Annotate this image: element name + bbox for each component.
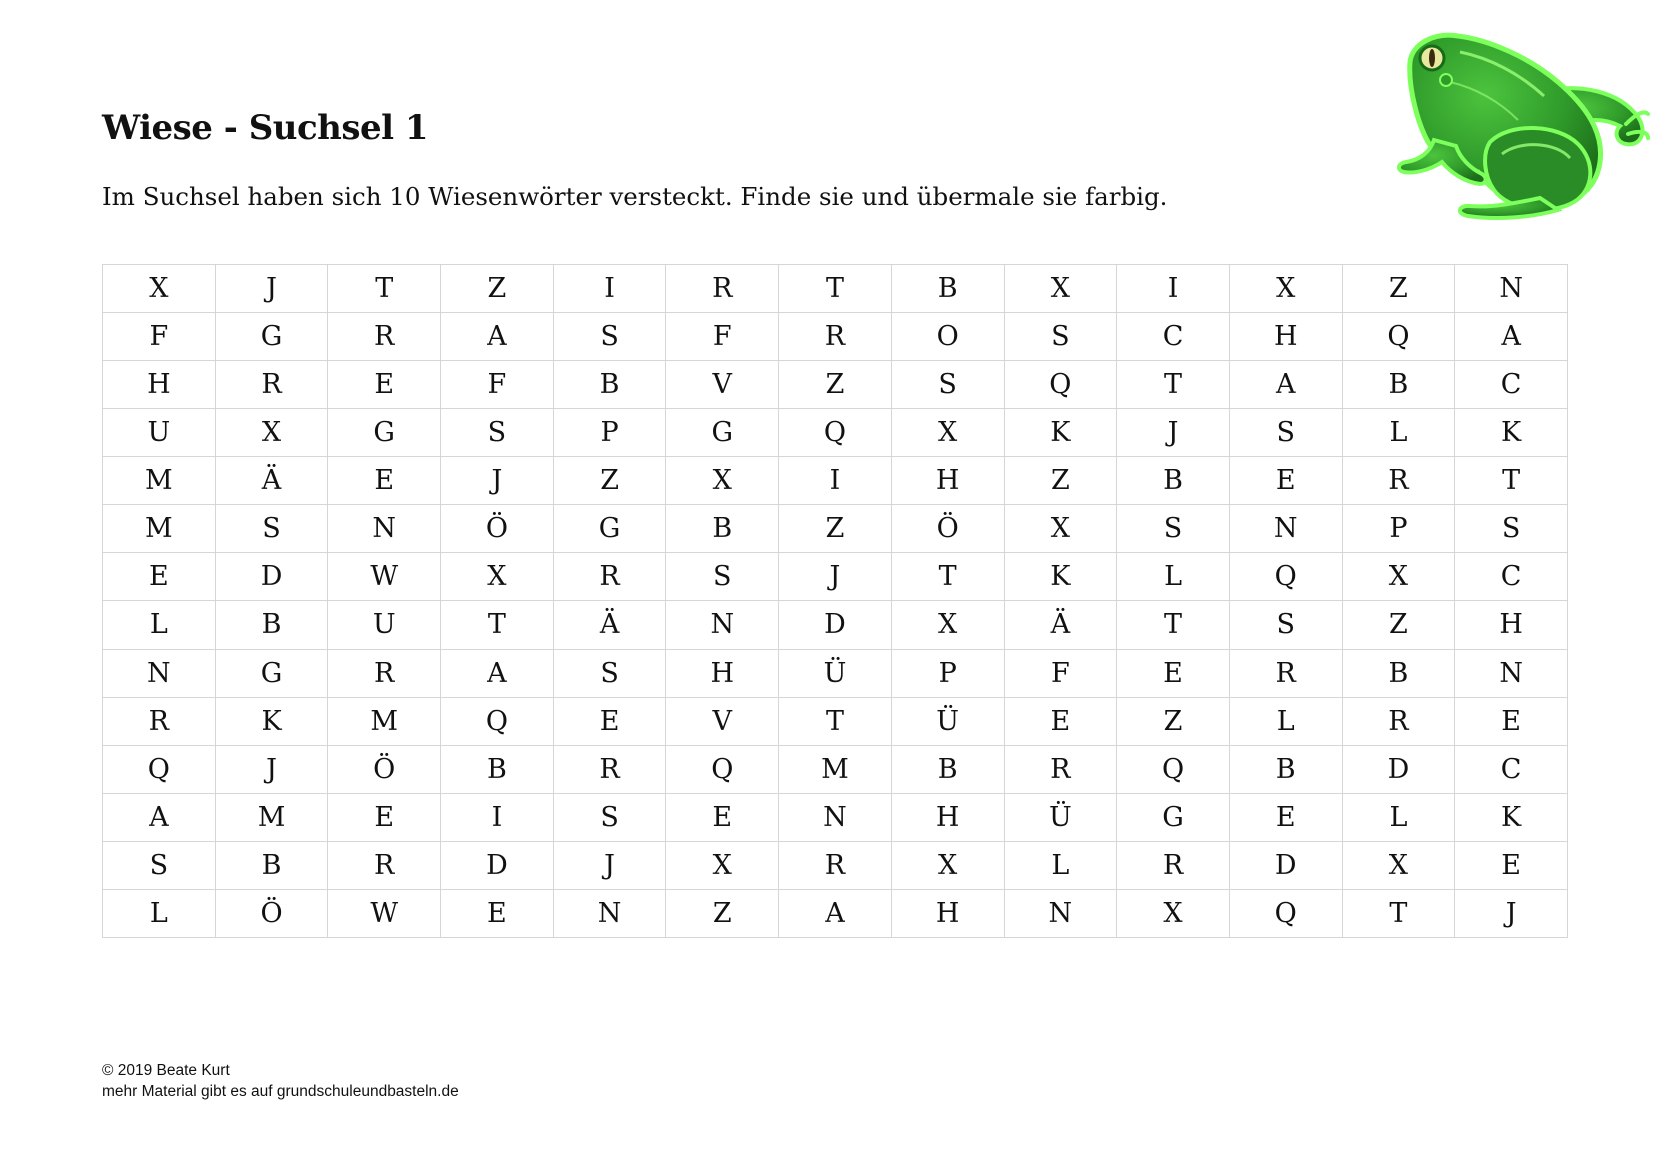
grid-cell[interactable]: X xyxy=(1004,265,1117,313)
grid-cell[interactable]: E xyxy=(328,361,441,409)
grid-cell[interactable]: R xyxy=(328,649,441,697)
grid-cell[interactable]: G xyxy=(328,409,441,457)
grid-cell[interactable]: D xyxy=(1342,745,1455,793)
grid-cell[interactable]: Z xyxy=(1004,457,1117,505)
grid-cell[interactable]: R xyxy=(215,361,328,409)
grid-cell[interactable]: J xyxy=(441,457,554,505)
grid-cell[interactable]: N xyxy=(1004,889,1117,937)
grid-cell[interactable]: Ö xyxy=(328,745,441,793)
grid-cell[interactable]: S xyxy=(553,793,666,841)
grid-cell[interactable]: F xyxy=(1004,649,1117,697)
grid-cell[interactable]: M xyxy=(779,745,892,793)
grid-cell[interactable]: T xyxy=(891,553,1004,601)
grid-cell[interactable]: T xyxy=(441,601,554,649)
grid-cell[interactable]: L xyxy=(103,889,216,937)
word-search-grid xyxy=(102,264,1568,938)
grid-cell[interactable]: X xyxy=(891,601,1004,649)
grid-cell[interactable]: Q xyxy=(1229,889,1342,937)
grid-row xyxy=(103,409,1568,457)
grid-cell[interactable]: N xyxy=(1455,649,1568,697)
grid-cell[interactable]: D xyxy=(215,553,328,601)
grid-cell[interactable]: A xyxy=(441,649,554,697)
grid-cell[interactable]: H xyxy=(1455,601,1568,649)
grid-cell[interactable]: I xyxy=(441,793,554,841)
grid-cell[interactable]: B xyxy=(891,265,1004,313)
grid-cell[interactable]: V xyxy=(666,697,779,745)
grid-cell[interactable]: R xyxy=(553,553,666,601)
grid-cell[interactable]: E xyxy=(1455,841,1568,889)
grid-cell[interactable]: B xyxy=(215,601,328,649)
grid-cell[interactable]: X xyxy=(1229,265,1342,313)
grid-cell[interactable]: K xyxy=(1455,409,1568,457)
grid-cell[interactable]: X xyxy=(1117,889,1230,937)
grid-cell[interactable]: J xyxy=(1117,409,1230,457)
grid-cell[interactable]: P xyxy=(891,649,1004,697)
grid-cell[interactable]: R xyxy=(328,841,441,889)
grid-cell[interactable]: T xyxy=(1342,889,1455,937)
grid-cell[interactable]: Q xyxy=(1004,361,1117,409)
grid-cell[interactable]: S xyxy=(103,841,216,889)
grid-cell[interactable]: B xyxy=(891,745,1004,793)
grid-cell[interactable]: A xyxy=(103,793,216,841)
word-search-grid-body xyxy=(103,265,1568,938)
grid-cell[interactable]: R xyxy=(1342,697,1455,745)
grid-cell[interactable]: R xyxy=(1004,745,1117,793)
grid-cell[interactable]: Ä xyxy=(215,457,328,505)
grid-cell[interactable]: K xyxy=(1004,553,1117,601)
grid-cell[interactable]: S xyxy=(891,361,1004,409)
grid-cell[interactable]: S xyxy=(666,553,779,601)
grid-cell[interactable]: L xyxy=(1229,697,1342,745)
grid-cell[interactable]: G xyxy=(553,505,666,553)
grid-cell[interactable]: Ö xyxy=(441,505,554,553)
grid-cell[interactable]: J xyxy=(779,553,892,601)
grid-cell[interactable]: Z xyxy=(1117,697,1230,745)
grid-row xyxy=(103,361,1568,409)
grid-cell[interactable]: R xyxy=(779,841,892,889)
grid-cell[interactable]: H xyxy=(1229,313,1342,361)
grid-cell[interactable]: N xyxy=(779,793,892,841)
grid-cell[interactable]: D xyxy=(441,841,554,889)
grid-cell[interactable]: Q xyxy=(666,745,779,793)
grid-cell[interactable]: S xyxy=(1229,601,1342,649)
grid-cell[interactable]: Z xyxy=(441,265,554,313)
grid-cell[interactable]: X xyxy=(1342,841,1455,889)
grid-cell[interactable]: E xyxy=(103,553,216,601)
grid-cell[interactable]: Ü xyxy=(1004,793,1117,841)
grid-cell[interactable]: M xyxy=(103,505,216,553)
grid-cell[interactable]: J xyxy=(215,745,328,793)
grid-cell[interactable]: T xyxy=(779,697,892,745)
grid-cell[interactable]: Ü xyxy=(779,649,892,697)
grid-cell[interactable]: F xyxy=(103,313,216,361)
grid-cell[interactable]: Ü xyxy=(891,697,1004,745)
grid-cell[interactable]: S xyxy=(553,313,666,361)
grid-cell[interactable]: A xyxy=(1455,313,1568,361)
grid-cell[interactable]: X xyxy=(1004,505,1117,553)
grid-cell[interactable]: G xyxy=(215,313,328,361)
grid-cell[interactable]: Q xyxy=(441,697,554,745)
frog-icon xyxy=(1390,22,1652,228)
grid-cell[interactable]: B xyxy=(1229,745,1342,793)
grid-cell[interactable]: L xyxy=(1004,841,1117,889)
grid-cell[interactable]: W xyxy=(328,553,441,601)
grid-cell[interactable]: D xyxy=(779,601,892,649)
grid-cell[interactable]: Z xyxy=(779,505,892,553)
grid-cell[interactable]: E xyxy=(328,457,441,505)
grid-cell[interactable]: A xyxy=(1229,361,1342,409)
grid-cell[interactable]: C xyxy=(1455,553,1568,601)
grid-row xyxy=(103,745,1568,793)
grid-cell[interactable]: Z xyxy=(553,457,666,505)
page-title: Wiese - Suchsel 1 xyxy=(102,108,429,148)
grid-row xyxy=(103,889,1568,937)
grid-cell[interactable]: N xyxy=(103,649,216,697)
grid-row xyxy=(103,265,1568,313)
grid-cell[interactable]: M xyxy=(328,697,441,745)
grid-cell[interactable]: K xyxy=(1455,793,1568,841)
grid-cell[interactable]: F xyxy=(666,313,779,361)
grid-cell[interactable]: W xyxy=(328,889,441,937)
grid-cell[interactable]: B xyxy=(1117,457,1230,505)
grid-cell[interactable]: Q xyxy=(1117,745,1230,793)
grid-cell[interactable]: Q xyxy=(1342,313,1455,361)
grid-cell[interactable]: J xyxy=(215,265,328,313)
grid-cell[interactable]: X xyxy=(891,841,1004,889)
grid-cell[interactable]: Z xyxy=(666,889,779,937)
grid-cell[interactable]: R xyxy=(1229,649,1342,697)
grid-cell[interactable]: E xyxy=(1455,697,1568,745)
grid-cell[interactable]: N xyxy=(553,889,666,937)
grid-cell[interactable]: E xyxy=(1004,697,1117,745)
grid-cell[interactable]: S xyxy=(215,505,328,553)
grid-cell[interactable]: H xyxy=(103,361,216,409)
grid-cell[interactable]: R xyxy=(553,745,666,793)
grid-cell[interactable]: E xyxy=(1117,649,1230,697)
grid-cell[interactable]: R xyxy=(103,697,216,745)
grid-cell[interactable]: Q xyxy=(779,409,892,457)
grid-cell[interactable]: C xyxy=(1455,361,1568,409)
grid-cell[interactable]: A xyxy=(441,313,554,361)
grid-cell[interactable]: S xyxy=(441,409,554,457)
grid-cell[interactable]: U xyxy=(103,409,216,457)
grid-cell[interactable]: R xyxy=(1342,457,1455,505)
grid-cell[interactable]: L xyxy=(1117,553,1230,601)
grid-cell[interactable]: N xyxy=(328,505,441,553)
grid-cell[interactable]: Z xyxy=(1342,601,1455,649)
grid-cell[interactable]: M xyxy=(215,793,328,841)
grid-row xyxy=(103,649,1568,697)
grid-cell[interactable]: Ä xyxy=(1004,601,1117,649)
grid-cell[interactable]: T xyxy=(779,265,892,313)
grid-cell[interactable]: S xyxy=(1117,505,1230,553)
grid-cell[interactable]: N xyxy=(1455,265,1568,313)
grid-cell[interactable]: L xyxy=(1342,793,1455,841)
grid-cell[interactable]: J xyxy=(553,841,666,889)
grid-cell[interactable]: B xyxy=(1342,649,1455,697)
grid-cell[interactable]: K xyxy=(215,697,328,745)
grid-row xyxy=(103,841,1568,889)
grid-cell[interactable]: E xyxy=(553,697,666,745)
grid-cell[interactable]: Ö xyxy=(891,505,1004,553)
grid-cell[interactable]: S xyxy=(1455,505,1568,553)
grid-cell[interactable]: L xyxy=(103,601,216,649)
grid-cell[interactable]: X xyxy=(103,265,216,313)
grid-cell[interactable]: K xyxy=(1004,409,1117,457)
grid-cell[interactable]: N xyxy=(666,601,779,649)
grid-cell[interactable]: E xyxy=(441,889,554,937)
grid-cell[interactable]: X xyxy=(666,841,779,889)
grid-row xyxy=(103,313,1568,361)
grid-cell[interactable]: T xyxy=(328,265,441,313)
grid-cell[interactable]: P xyxy=(553,409,666,457)
grid-cell[interactable]: E xyxy=(328,793,441,841)
footer-copyright: © 2019 Beate Kurt xyxy=(102,1062,230,1079)
grid-row xyxy=(103,553,1568,601)
grid-cell[interactable]: N xyxy=(1229,505,1342,553)
grid-cell[interactable]: S xyxy=(1004,313,1117,361)
grid-cell[interactable]: R xyxy=(779,313,892,361)
grid-cell[interactable]: B xyxy=(666,505,779,553)
grid-cell[interactable]: V xyxy=(666,361,779,409)
grid-cell[interactable]: Z xyxy=(779,361,892,409)
grid-row xyxy=(103,457,1568,505)
grid-cell[interactable]: D xyxy=(1229,841,1342,889)
grid-cell[interactable]: R xyxy=(328,313,441,361)
grid-cell[interactable]: S xyxy=(1229,409,1342,457)
grid-cell[interactable]: H xyxy=(666,649,779,697)
grid-cell[interactable]: I xyxy=(779,457,892,505)
grid-cell[interactable]: B xyxy=(1342,361,1455,409)
grid-cell[interactable]: X xyxy=(441,553,554,601)
grid-row xyxy=(103,697,1568,745)
grid-cell[interactable]: R xyxy=(1117,841,1230,889)
grid-cell[interactable]: J xyxy=(1455,889,1568,937)
grid-cell[interactable]: Ä xyxy=(553,601,666,649)
grid-cell[interactable]: O xyxy=(891,313,1004,361)
grid-cell[interactable]: C xyxy=(1117,313,1230,361)
grid-cell[interactable]: U xyxy=(328,601,441,649)
footer-website-note: mehr Material gibt es auf grundschuleundbasteln.de xyxy=(102,1083,459,1100)
grid-cell[interactable]: Z xyxy=(1342,265,1455,313)
grid-cell[interactable]: B xyxy=(441,745,554,793)
grid-cell[interactable]: E xyxy=(1229,457,1342,505)
grid-row xyxy=(103,505,1568,553)
grid-cell[interactable]: R xyxy=(666,265,779,313)
grid-cell[interactable]: G xyxy=(215,649,328,697)
grid-cell[interactable]: A xyxy=(779,889,892,937)
grid-cell[interactable]: X xyxy=(666,457,779,505)
grid-cell[interactable]: X xyxy=(1342,553,1455,601)
grid-cell[interactable]: H xyxy=(891,793,1004,841)
grid-cell[interactable]: E xyxy=(666,793,779,841)
grid-cell[interactable]: T xyxy=(1117,601,1230,649)
grid-row xyxy=(103,793,1568,841)
grid-cell[interactable]: T xyxy=(1117,361,1230,409)
footer xyxy=(102,1060,459,1102)
grid-cell[interactable]: X xyxy=(215,409,328,457)
grid-cell[interactable]: G xyxy=(1117,793,1230,841)
grid-cell[interactable]: G xyxy=(666,409,779,457)
grid-cell[interactable]: L xyxy=(1342,409,1455,457)
grid-cell[interactable]: B xyxy=(215,841,328,889)
grid-cell[interactable]: H xyxy=(891,457,1004,505)
grid-cell[interactable]: M xyxy=(103,457,216,505)
grid-cell[interactable]: Q xyxy=(103,745,216,793)
grid-cell[interactable]: I xyxy=(1117,265,1230,313)
grid-row xyxy=(103,601,1568,649)
grid-cell[interactable]: B xyxy=(553,361,666,409)
grid-cell[interactable]: F xyxy=(441,361,554,409)
grid-cell[interactable]: X xyxy=(891,409,1004,457)
grid-cell[interactable]: C xyxy=(1455,745,1568,793)
grid-cell[interactable]: H xyxy=(891,889,1004,937)
grid-cell[interactable]: I xyxy=(553,265,666,313)
grid-cell[interactable]: Ö xyxy=(215,889,328,937)
instruction-text: Im Suchsel haben sich 10 Wiesenwörter versteckt. Finde sie und übermale sie farbig. xyxy=(102,182,1168,211)
grid-cell[interactable]: T xyxy=(1455,457,1568,505)
grid-cell[interactable]: S xyxy=(553,649,666,697)
grid-cell[interactable]: Q xyxy=(1229,553,1342,601)
grid-cell[interactable]: E xyxy=(1229,793,1342,841)
grid-cell[interactable]: P xyxy=(1342,505,1455,553)
